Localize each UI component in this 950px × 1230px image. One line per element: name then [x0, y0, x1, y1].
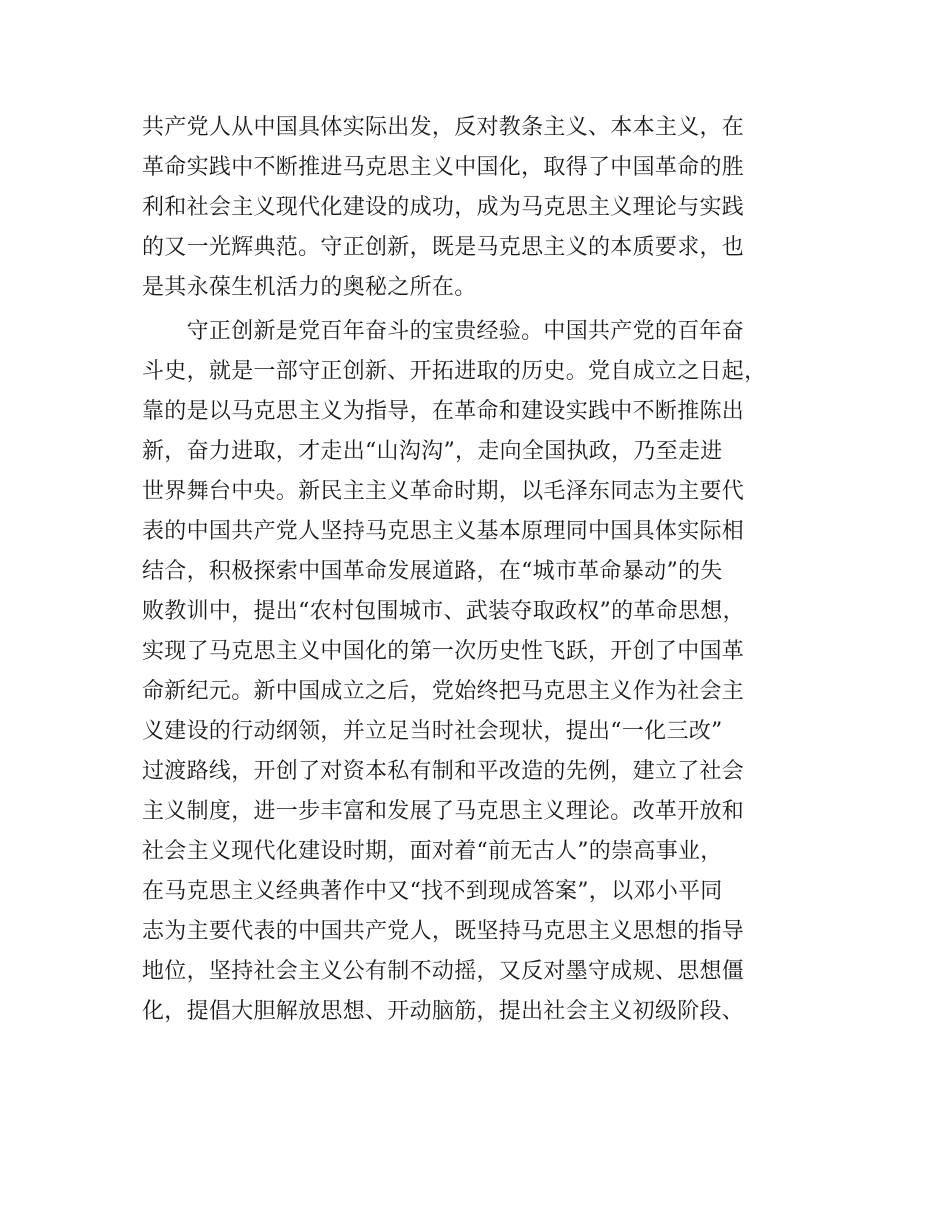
paragraph-1: [142, 108, 832, 308]
paragraph-2: [142, 312, 832, 1032]
text-line: 革命实践中不断推进马克思主义中国化，取得了中国革命的胜: [142, 155, 745, 180]
text-line: 过渡路线，开创了对资本私有制和平改造的先例，建立了社会: [142, 759, 745, 784]
text-line: 志为主要代表的中国共产党人，既坚持马克思主义思想的指导: [142, 919, 745, 944]
text-line: 义建设的行动纲领，并立足当时社会现状，提出“一化三改”: [142, 719, 723, 744]
text-line: 实现了马克思主义中国化的第一次历史性飞跃，开创了中国革: [142, 639, 745, 664]
text-line: 社会主义现代化建设时期，面对着“前无古人”的崇高事业，: [142, 839, 723, 864]
text-line: 地位，坚持社会主义公有制不动摇，又反对墨守成规、思想僵: [142, 959, 745, 984]
text-line: 主义制度，进一步丰富和发展了马克思主义理论。改革开放和: [142, 799, 745, 824]
text-line: 的又一光辉典范。守正创新，既是马克思主义的本质要求，也: [142, 235, 745, 260]
document-body: [142, 108, 832, 1032]
text-line: 命新纪元。新中国成立之后，党始终把马克思主义作为社会主: [142, 679, 745, 704]
text-line: 败教训中，提出“农村包围城市、武装夺取政权”的革命思想，: [142, 599, 745, 624]
text-line: 守正创新是党百年奋斗的宝贵经验。中国共产党的百年奋: [142, 319, 745, 344]
text-line: 新，奋力进取，才走出“山沟沟”，走向全国执政，乃至走进: [142, 439, 723, 464]
text-line: 利和社会主义现代化建设的成功，成为马克思主义理论与实践: [142, 195, 745, 220]
text-line: 结合，积极探索中国革命发展道路，在“城市革命暴动”的失: [142, 559, 723, 584]
text-line: 靠的是以马克思主义为指导，在革命和建设实践中不断推陈出: [142, 399, 745, 424]
text-line: 斗史，就是一部守正创新、开拓进取的历史。党自成立之日起，: [142, 359, 767, 384]
text-line: 化，提倡大胆解放思想、开动脑筋，提出社会主义初级阶段、: [142, 999, 745, 1024]
text-line: 共产党人从中国具体实际出发，反对教条主义、本本主义，在: [142, 115, 745, 140]
text-line: 在马克思主义经典著作中又“找不到现成答案”，以邓小平同: [142, 879, 723, 904]
text-line: 表的中国共产党人坚持马克思主义基本原理同中国具体实际相: [142, 519, 745, 544]
text-line: 世界舞台中央。新民主主义革命时期，以毛泽东同志为主要代: [142, 479, 745, 504]
text-line: 是其永葆生机活力的奥秘之所在。: [142, 275, 477, 300]
